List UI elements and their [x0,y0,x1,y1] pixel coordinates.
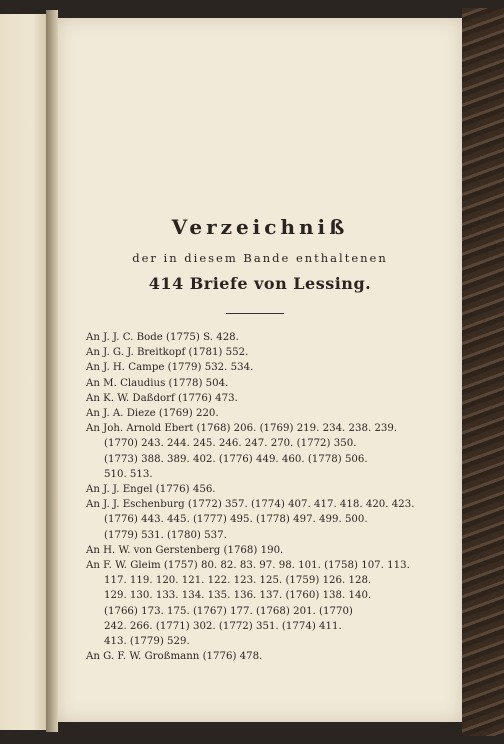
index-entry-line: An G. F. W. Großmann (1776) 478. [86,651,263,663]
index-entry-line: An M. Claudius (1778) 504. [86,377,229,389]
index-entry-line: An J. H. Campe (1779) 532. 534. [86,362,254,374]
index-entry-line: (1773) 388. 389. 402. (1776) 449. 460. (1778) 506. [104,453,368,465]
index-entry [86,482,436,497]
index-entry-line: An F. W. Gleim (1757) 80. 82. 83. 97. 98. 101. (1758) 107. 113. [86,560,410,572]
index-entry [86,497,436,543]
index-entry-line: An Joh. Arnold Ebert (1768) 206. (1769) 219. 234. 238. 239. [86,423,398,435]
index-entry-line: (1770) 243. 244. 245. 246. 247. 270. (1772) 350. [104,438,357,450]
index-entry [86,421,436,482]
left-page-edge [0,14,46,730]
index-entry-line: 413. (1779) 529. [104,636,190,648]
title-rule [226,313,284,314]
letter-count-line: 414 Briefe von Lessing. [148,274,372,293]
page-subtitle: der in diesem Bande enthaltenen [132,251,388,265]
index-entry-line: 242. 266. (1771) 302. (1772) 351. (1774) 411. [104,620,342,632]
index-entry [86,345,436,360]
index-entry [86,330,436,345]
index-entry-line: (1776) 443. 445. (1777) 495. (1778) 497. 499. 500. [104,514,368,526]
index-entry-line: 510. 513. [104,468,153,480]
index-entry-line: An H. W. von Gerstenberg (1768) 190. [86,544,284,556]
index-entry-line: (1779) 531. (1780) 537. [104,529,227,541]
index-entry [86,360,436,375]
index-entry-line: An J. J. Eschenburg (1772) 357. (1774) 407. 417. 418. 420. 423. [86,499,415,511]
index-entry [86,543,436,558]
index-entry [86,558,436,649]
book-gutter [46,10,58,732]
book-cover-edge [462,8,504,736]
index-entry-line: An J. J. Engel (1776) 456. [86,484,216,496]
index-entry-line: An K. W. Daßdorf (1776) 473. [86,392,238,404]
index-entry-line: 129. 130. 133. 134. 135. 136. 137. (1760) 138. 140. [104,590,372,602]
index-entry-line: 117. 119. 120. 121. 122. 123. 125. (1759) 126. 128. [104,575,372,587]
index-entry [86,376,436,391]
index-entry [86,391,436,406]
index-entry [86,406,436,421]
bleed-through-text [58,114,462,125]
index-entry-line: An J. A. Dieze (1769) 220. [86,408,219,420]
index-entry-line: (1766) 173. 175. (1767) 177. (1768) 201. (1770) [104,605,353,617]
book-page [58,18,462,722]
index-entries [86,330,436,664]
index-entry-line: An J. J. C. Bode (1775) S. 428. [86,332,239,343]
index-entry-line: An J. G. J. Breitkopf (1781) 552. [86,347,249,359]
index-entry [86,649,436,664]
page-title: Verzeichniß [171,215,349,239]
